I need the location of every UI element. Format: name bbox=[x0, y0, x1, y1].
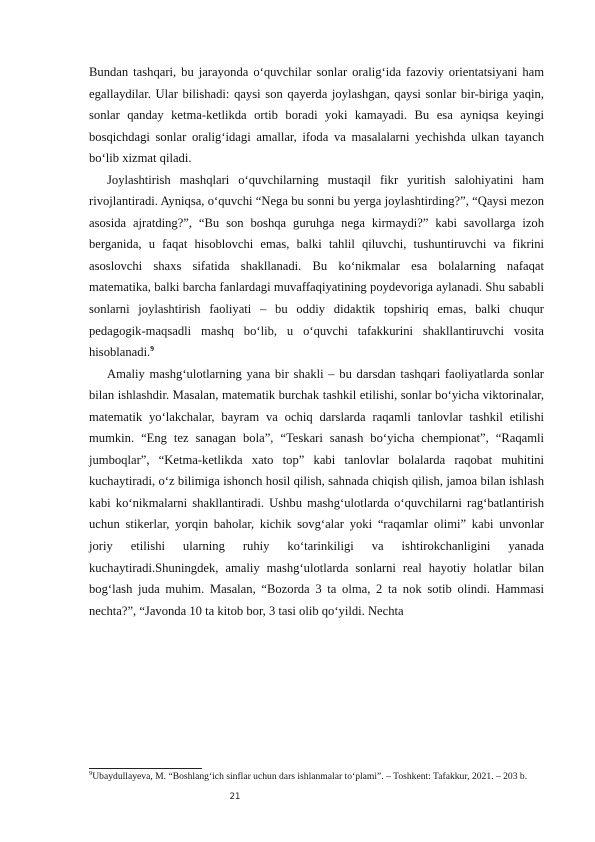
footnote-text: Ubaydullayeva, M. “Boshlang‘ich sinflar uchun dars ishlanmalar to‘plami”. – Toshkent: Tafakkur, 2021. – 203 b. bbox=[92, 771, 528, 782]
paragraph-2-text: Joylashtirish mashqlari o‘quvchilarning mustaqil fikr yuritish salohiyatini ham rivojlantiradi. Ayniqsa, o‘quvchi “Nega bu sonni bu yerga joylashtirding?”, “Qaysi mezon asosida ajratding?”, “Bu son boshqa guruhga nega kirmaydi?” kabi savollarga izoh berganida, u faqat hisoblovchi emas, balki tahlil qiluvchi, tushuntiruvchi va fikrini asoslovchi shaxs sifatida shakllanadi. Bu ko‘nikmalar esa bolalarning nafaqat matematika, balki barcha fanlardagi muvaffaqiyatining poydevoriga aylanadi. Shu sababli sonlarni joylashtirish faoliyati – bu oddiy didaktik topshiriq emas, balki chuqur pedagogik-maqsadli mashq bo‘lib, u o‘quvchi tafakkurini shakllantiruvchi vosita hisoblanadi. bbox=[89, 172, 544, 360]
footnote bbox=[89, 771, 544, 783]
page-number: 21 bbox=[229, 792, 241, 802]
footnote-divider bbox=[89, 768, 202, 769]
paragraph-3: Amaliy mashg‘ulotlarning yana bir shakli – bu darsdan tashqari faoliyatlarda sonlar bilan ishlashdir. Masalan, matematik burchak tashkil etilishi, sonlar bo‘yicha viktorinalar, matematik yo‘lakchalar, bayram va ochiq darslarda raqamli tanlovlar tashkil etilishi mumkin. “Eng tez sanagan bola”, “Teskari sanash bo‘yicha chempionat”, “Raqamli jumboqlar”, “Ketma-ketlikda xato top” kabi tanlovlar bolalarda raqobat muhitini kuchaytiradi, o‘z bilimiga ishonch hosil qilish, sahnada chiqish qilish, jamoa bilan ishlash kabi ko‘nikmalarni shakllantiradi. Ushbu mashg‘ulotlarda o‘quvchilarni rag‘batlantirish uchun stikerlar, yorqin baholar, kichik sovg‘alar yoki “raqamlar olimi” kabi unvonlar joriy etilishi ularning ruhiy ko‘tarinkiligi va ishtirokchanligini yanada kuchaytiradi.Shuningdek, amaliy mashg‘ulotlarda sonlarni real hayotiy holatlar bilan bog‘lash juda muhim. Masalan, “Bozorda 3 ta olma, 2 ta nok sotib olindi. Hammasi nechta?”, “Javonda 10 ta kitob bor, 3 tasi olib qo‘yildi. Nechta bbox=[89, 366, 544, 618]
main-text bbox=[89, 62, 544, 622]
paragraph-2 bbox=[89, 170, 544, 364]
footnote-reference[interactable]: 9 bbox=[150, 343, 154, 353]
footnote-mark: 9 bbox=[89, 769, 93, 777]
paragraph-1: Bundan tashqari, bu jarayonda o‘quvchilar sonlar oralig‘ida fazoviy orientatsiyani ham egallaydilar. Ular bilishadi: qaysi son qayerda joylashgan, qaysi sonlar bir-biriga yaqin, sonlar qanday ketma-ketlikda ortib boradi yoki kamayadi. Bu esa ayniqsa keyingi bosqichdagi sonlar oralig‘idagi amallar, ifoda va masalalarni yechishda ulkan tayanch bo‘lib xizmat qiladi. bbox=[89, 65, 544, 166]
